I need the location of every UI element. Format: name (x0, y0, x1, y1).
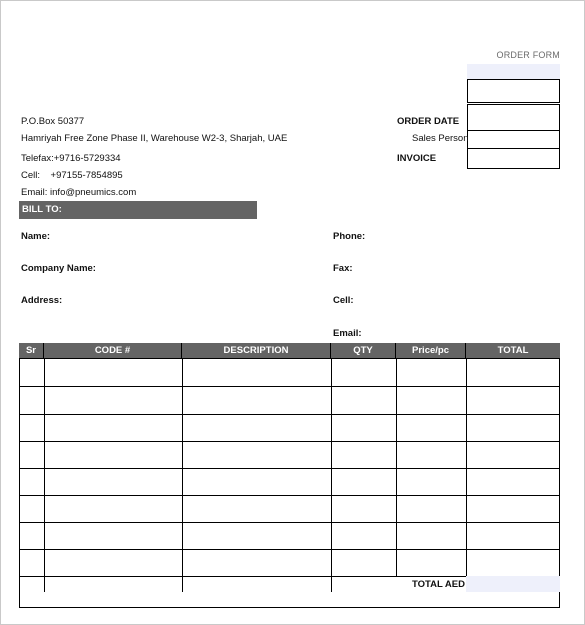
total-aed-label: TOTAL AED (412, 579, 465, 590)
bill-to-heading: BILL TO: (19, 201, 257, 219)
row-divider (20, 549, 559, 550)
company-cell: Cell: +97155-7854895 (21, 170, 123, 181)
phone-label: Phone: (333, 231, 366, 242)
col-qty-header: QTY (331, 343, 396, 358)
col-total-header: TOTAL (497, 345, 529, 356)
company-email: Email: info@pneumics.com (21, 187, 137, 198)
order-date-box[interactable] (467, 104, 560, 131)
col-description-header: DESCRIPTION (182, 343, 331, 358)
company-pobox: P.O.Box 50377 (21, 116, 85, 127)
row-divider (20, 468, 559, 469)
row-divider (20, 522, 559, 523)
col-sr-header: Sr (19, 343, 44, 358)
row-divider (20, 495, 559, 496)
email-label: Email: (333, 328, 362, 339)
sales-person-box[interactable] (467, 130, 560, 149)
col-divider (182, 359, 183, 592)
company-name-label: Company Name: (21, 263, 96, 274)
table-body[interactable] (19, 358, 560, 608)
sales-person-label: Sales Person (412, 133, 469, 144)
order-form-value-box[interactable] (467, 64, 560, 79)
row-divider (20, 414, 559, 415)
row-divider (20, 386, 559, 387)
row-divider (20, 441, 559, 442)
name-label: Name: (21, 231, 51, 242)
fax-label: Fax: (333, 263, 353, 274)
order-form-blank-box[interactable] (467, 79, 560, 103)
col-divider (331, 359, 332, 592)
col-price-header: Price/pc (396, 343, 466, 358)
order-form-title: ORDER FORM (496, 50, 560, 60)
address-label: Address: (21, 295, 63, 306)
order-date-label: ORDER DATE (397, 116, 460, 127)
company-telefax: Telefax:+9716-5729334 (21, 153, 121, 164)
col-code-header: CODE # (44, 343, 182, 358)
invoice-box[interactable] (467, 148, 560, 169)
table-header-row (19, 343, 560, 358)
total-aed-value-box[interactable] (466, 576, 560, 592)
col-divider (44, 359, 45, 592)
cell-label: Cell: (333, 295, 354, 306)
company-address: Hamriyah Free Zone Phase II, Warehouse W2-3, Sharjah, UAE (21, 133, 288, 144)
invoice-label: INVOICE (397, 153, 437, 164)
